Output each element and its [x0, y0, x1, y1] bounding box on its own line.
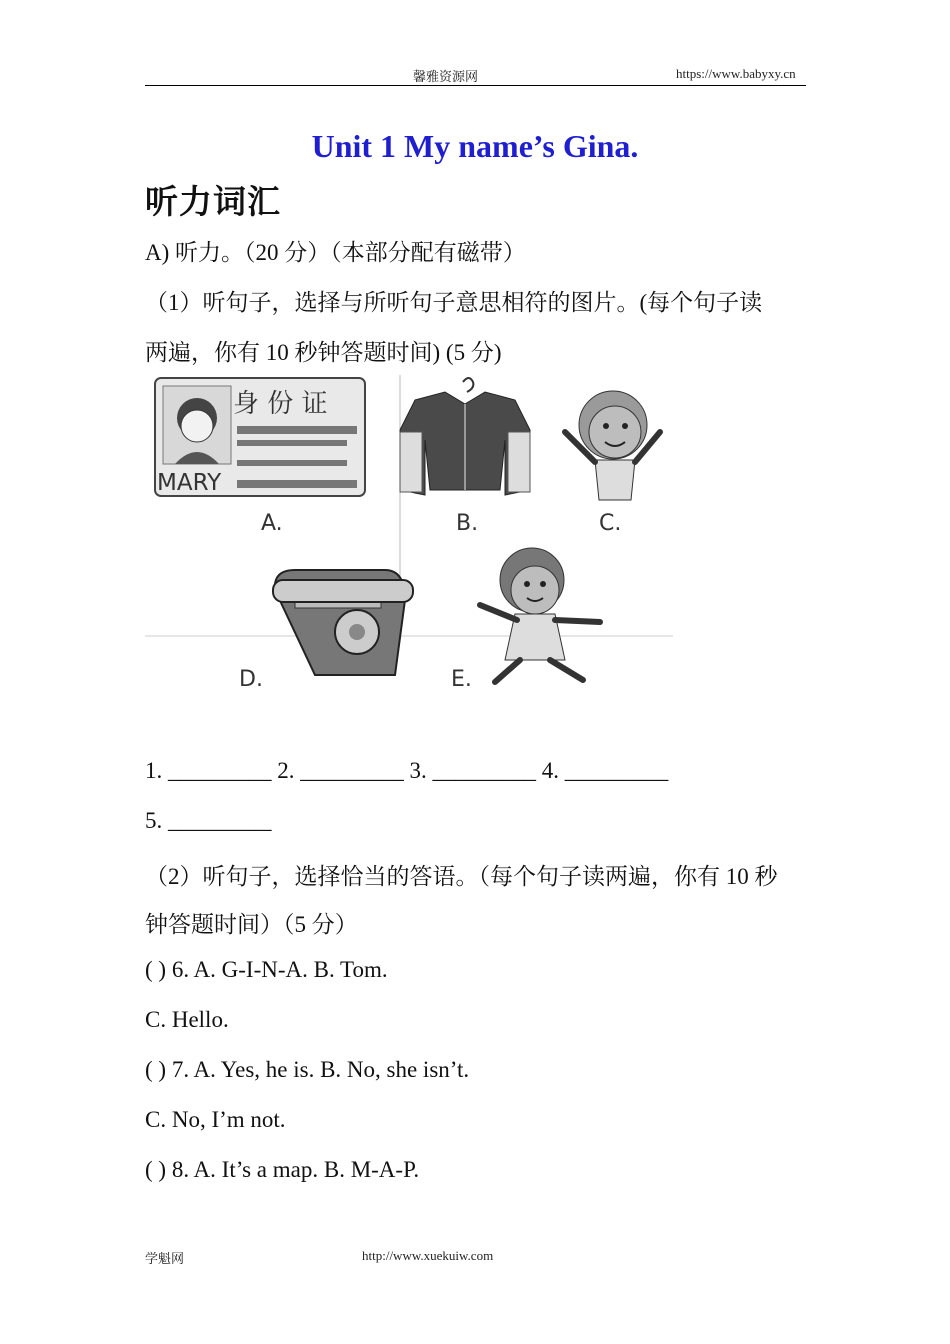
question-7: ( ) 7. A. Yes, he is. B. No, she isn’t.: [145, 1057, 470, 1082]
q2-instruction-line2: 钟答题时间）（5 分）: [145, 912, 358, 937]
option-label-d: D.: [239, 667, 263, 692]
boy-icon: [565, 391, 660, 500]
id-card-icon: [155, 378, 365, 496]
header-site-name: 馨雅资源网: [413, 69, 479, 84]
footer-site-name: 学魁网: [145, 1251, 185, 1266]
question-6: ( ) 6. A. G-I-N-A. B. Tom.: [145, 957, 388, 982]
id-card-title: 身 份 证: [233, 389, 328, 419]
option-label-a: A.: [261, 511, 283, 536]
q1-instruction-line2: 两遍，你有 10 秒钟答题时间) (5 分): [145, 340, 502, 365]
id-card-name: MARY: [157, 470, 222, 496]
option-label-e: E.: [451, 667, 472, 692]
q2-instruction-line1: （2）听句子，选择恰当的答语。（每个句子读两遍，你有 10 秒: [145, 864, 778, 889]
option-label-c: C.: [599, 511, 622, 536]
q1-instruction-line1: （1）听句子，选择与所听句子意思相符的图片。(每个句子读: [145, 290, 763, 315]
girl-icon: [480, 548, 600, 682]
picture-options: [145, 370, 680, 695]
jacket-icon: [400, 378, 530, 495]
section-heading: 听力词汇: [145, 182, 281, 221]
question-7-option-c: C. No, I’m not.: [145, 1107, 286, 1132]
page-title: Unit 1 My name’s Gina.: [311, 128, 639, 164]
part-a-heading: A) 听力。（20 分）（本部分配有磁带）: [145, 240, 526, 265]
answer-blanks-line2[interactable]: 5. _________: [145, 808, 272, 833]
telephone-icon: [273, 570, 413, 675]
header-url[interactable]: https://www.babyxy.cn: [676, 66, 796, 81]
answer-blanks-line1[interactable]: 1. _________ 2. _________ 3. _________ 4. _________: [145, 758, 669, 783]
header-rule: [145, 85, 806, 86]
option-label-b: B.: [456, 511, 479, 536]
question-8: ( ) 8. A. It’s a map. B. M-A-P.: [145, 1157, 420, 1182]
footer-url[interactable]: http://www.xuekuiw.com: [362, 1248, 494, 1263]
question-6-option-c: C. Hello.: [145, 1007, 229, 1032]
